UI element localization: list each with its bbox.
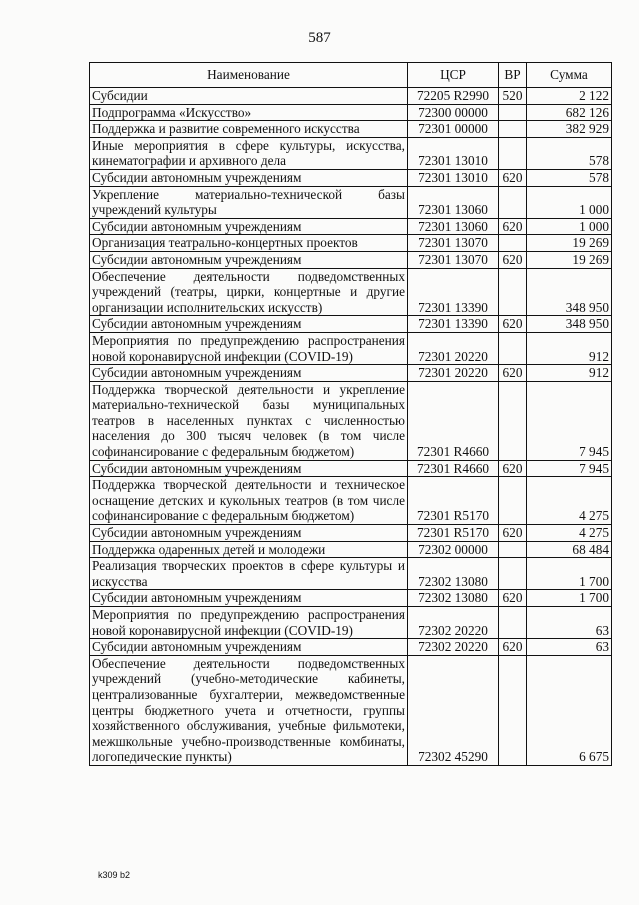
cell-sum: 1 000 — [527, 186, 612, 218]
cell-sum: 382 929 — [527, 121, 612, 138]
header-csr: ЦСР — [408, 63, 499, 88]
cell-name: Субсидии автономным учреждениям — [90, 460, 408, 477]
table-row — [90, 218, 612, 235]
cell-vr: 620 — [499, 460, 527, 477]
cell-vr: 620 — [499, 218, 527, 235]
cell-name: Укрепление материально-технической базы учреждений культуры — [90, 186, 408, 218]
cell-csr: 72301 13390 — [408, 316, 499, 333]
cell-csr: 72302 20220 — [408, 639, 499, 656]
cell-name: Субсидии автономным учреждениям — [90, 525, 408, 542]
table-row — [90, 88, 612, 105]
cell-csr: 72302 45290 — [408, 655, 499, 765]
cell-name: Поддержка одаренных детей и молодежи — [90, 541, 408, 558]
cell-sum: 348 950 — [527, 268, 612, 316]
cell-sum: 578 — [527, 137, 612, 169]
cell-csr: 72301 R4660 — [408, 381, 499, 460]
cell-name: Субсидии — [90, 88, 408, 105]
cell-vr: 620 — [499, 169, 527, 186]
cell-sum: 348 950 — [527, 316, 612, 333]
table-row — [90, 137, 612, 169]
cell-sum: 912 — [527, 365, 612, 382]
cell-sum: 68 484 — [527, 541, 612, 558]
cell-sum: 682 126 — [527, 104, 612, 121]
cell-vr: 620 — [499, 316, 527, 333]
cell-name: Поддержка и развитие современного искусства — [90, 121, 408, 138]
cell-vr — [499, 268, 527, 316]
table-row — [90, 590, 612, 607]
table-row — [90, 541, 612, 558]
cell-sum: 2 122 — [527, 88, 612, 105]
cell-vr: 620 — [499, 639, 527, 656]
cell-name: Субсидии автономным учреждениям — [90, 251, 408, 268]
cell-csr: 72301 R5170 — [408, 477, 499, 525]
cell-csr: 72301 00000 — [408, 121, 499, 138]
cell-sum: 63 — [527, 607, 612, 639]
cell-name: Субсидии автономным учреждениям — [90, 169, 408, 186]
cell-vr — [499, 104, 527, 121]
cell-name: Субсидии автономным учреждениям — [90, 639, 408, 656]
cell-vr — [499, 137, 527, 169]
table-header-row — [90, 63, 612, 88]
cell-name: Организация театрально-концертных проектов — [90, 235, 408, 252]
table-row — [90, 639, 612, 656]
cell-csr: 72301 13010 — [408, 137, 499, 169]
header-vr: ВР — [499, 63, 527, 88]
table-row — [90, 235, 612, 252]
cell-sum: 1 000 — [527, 218, 612, 235]
cell-csr: 72302 00000 — [408, 541, 499, 558]
header-sum: Сумма — [527, 63, 612, 88]
cell-name: Мероприятия по предупреждению распространения новой коронавирусной инфекции (COVID-19) — [90, 332, 408, 364]
table-row — [90, 477, 612, 525]
cell-csr: 72301 13060 — [408, 218, 499, 235]
header-name: Наименование — [90, 63, 408, 88]
cell-sum: 7 945 — [527, 460, 612, 477]
table-row — [90, 558, 612, 590]
cell-sum: 6 675 — [527, 655, 612, 765]
cell-vr — [499, 186, 527, 218]
cell-vr: 620 — [499, 525, 527, 542]
cell-sum: 19 269 — [527, 251, 612, 268]
cell-csr: 72205 R2990 — [408, 88, 499, 105]
cell-sum: 1 700 — [527, 558, 612, 590]
table-row — [90, 607, 612, 639]
table-row — [90, 332, 612, 364]
cell-name: Мероприятия по предупреждению распространения новой коронавирусной инфекции (COVID-19) — [90, 607, 408, 639]
cell-csr: 72302 13080 — [408, 590, 499, 607]
cell-sum: 63 — [527, 639, 612, 656]
table-row — [90, 121, 612, 138]
cell-name: Поддержка творческой деятельности и укрепление материально-технической базы муниципальных театров в населенных пунктах с численностью населения до 300 тысяч человек (в том числе софинансирование с федеральным бюджетом) — [90, 381, 408, 460]
budget-table — [89, 62, 612, 766]
cell-vr — [499, 607, 527, 639]
cell-vr: 620 — [499, 251, 527, 268]
cell-sum: 19 269 — [527, 235, 612, 252]
cell-csr: 72301 13070 — [408, 251, 499, 268]
table-row — [90, 365, 612, 382]
table-row — [90, 316, 612, 333]
cell-vr — [499, 558, 527, 590]
cell-csr: 72302 20220 — [408, 607, 499, 639]
table-row — [90, 169, 612, 186]
cell-vr: 520 — [499, 88, 527, 105]
table-row — [90, 268, 612, 316]
cell-name: Поддержка творческой деятельности и техническое оснащение детских и кукольных театров (в том числе софинансирование с федеральным бюджетом) — [90, 477, 408, 525]
cell-name: Подпрограмма «Искусство» — [90, 104, 408, 121]
cell-sum: 4 275 — [527, 525, 612, 542]
cell-name: Реализация творческих проектов в сфере культуры и искусства — [90, 558, 408, 590]
cell-vr: 620 — [499, 365, 527, 382]
table-row — [90, 186, 612, 218]
cell-vr — [499, 541, 527, 558]
table-row — [90, 104, 612, 121]
cell-csr: 72301 20220 — [408, 365, 499, 382]
cell-csr: 72301 R5170 — [408, 525, 499, 542]
cell-vr — [499, 655, 527, 765]
table-row — [90, 381, 612, 460]
cell-vr: 620 — [499, 590, 527, 607]
cell-name: Субсидии автономным учреждениям — [90, 316, 408, 333]
cell-csr: 72301 13010 — [408, 169, 499, 186]
cell-name: Субсидии автономным учреждениям — [90, 218, 408, 235]
cell-vr — [499, 381, 527, 460]
cell-csr: 72301 13070 — [408, 235, 499, 252]
cell-sum: 578 — [527, 169, 612, 186]
table-row — [90, 655, 612, 765]
cell-vr — [499, 235, 527, 252]
cell-csr: 72301 R4660 — [408, 460, 499, 477]
table-body — [90, 88, 612, 766]
table-row — [90, 460, 612, 477]
page-number: 587 — [308, 30, 331, 46]
cell-csr: 72300 00000 — [408, 104, 499, 121]
cell-csr: 72301 13060 — [408, 186, 499, 218]
cell-sum: 4 275 — [527, 477, 612, 525]
cell-csr: 72302 13080 — [408, 558, 499, 590]
cell-sum: 1 700 — [527, 590, 612, 607]
cell-name: Обеспечение деятельности подведомственных учреждений (учебно-методические кабинеты, централизованные бухгалтерии, межведомственные центры бюджетного учета и отчетности, группы хозяйственного обслуживания, учебные фильмотеки, межшкольные учебно-производственные комбинаты, логопедические пункты) — [90, 655, 408, 765]
cell-name: Субсидии автономным учреждениям — [90, 365, 408, 382]
cell-vr — [499, 332, 527, 364]
table-row — [90, 251, 612, 268]
table-row — [90, 525, 612, 542]
footer-code: k309 b2 — [98, 870, 131, 880]
cell-name: Обеспечение деятельности подведомственных учреждений (театры, цирки, концертные и другие организации исполнительских искусств) — [90, 268, 408, 316]
cell-sum: 912 — [527, 332, 612, 364]
cell-vr — [499, 477, 527, 525]
cell-csr: 72301 20220 — [408, 332, 499, 364]
cell-name: Иные мероприятия в сфере культуры, искусства, кинематографии и архивного дела — [90, 137, 408, 169]
cell-name: Субсидии автономным учреждениям — [90, 590, 408, 607]
cell-sum: 7 945 — [527, 381, 612, 460]
cell-csr: 72301 13390 — [408, 268, 499, 316]
cell-vr — [499, 121, 527, 138]
